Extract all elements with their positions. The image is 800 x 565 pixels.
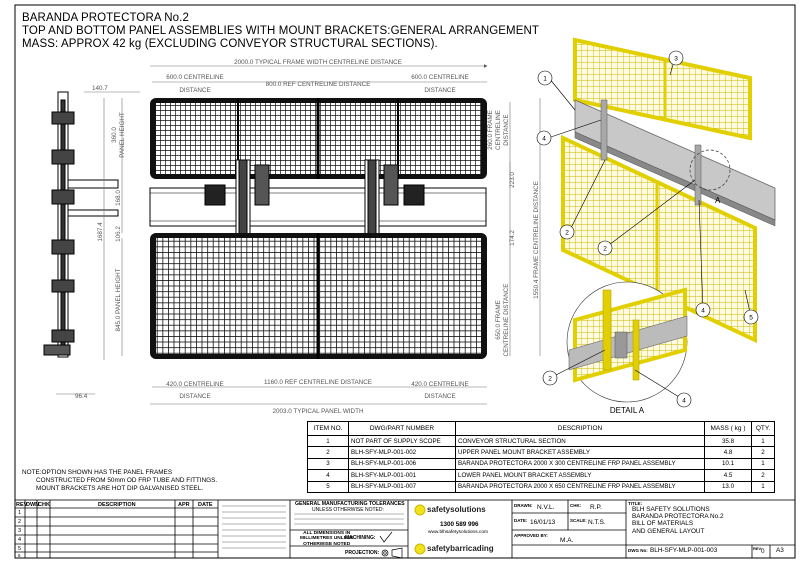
rev-number: 2	[18, 519, 22, 525]
dim-bottom-panel-height: 845.0 PANEL HEIGHT	[115, 268, 122, 332]
approved-label: APPROVED BY:	[514, 533, 548, 538]
machining-label: MACHINING:	[345, 535, 376, 541]
detail-label: DETAIL A	[609, 406, 645, 415]
chk-label: CHK:	[570, 503, 582, 508]
bom-cell: 2	[752, 447, 775, 458]
dim-panel-width: 2003.0 TYPICAL PANEL WIDTH	[272, 408, 364, 415]
dim-frame-width: 2000.0 TYPICAL FRAME WIDTH CENTRELINE DISTANCE	[234, 59, 402, 66]
dim-223: 223.0	[509, 172, 516, 188]
bom-cell: 2	[752, 470, 775, 481]
dim-260-1: 260.0 FRAME	[487, 110, 494, 150]
dim-1550: 1550.4 FRAME CENTRELINE DISTANCE	[533, 181, 540, 299]
balloon-2b-text: 2	[603, 245, 607, 253]
company-web: www.blhsafetysolutions.com	[428, 530, 488, 535]
dim-260-3: DISTANCE	[503, 114, 510, 146]
rev-header-rev: REV	[16, 502, 28, 508]
scale-label: SCALE:	[570, 518, 587, 523]
dim-106: 106.2	[115, 226, 122, 242]
note-line-2: CONSTRUCTED FROM 50mm OD FRP TUBE AND FITTINGS.	[36, 477, 218, 485]
rev-number: 6	[18, 553, 21, 558]
bom-header-description: DESCRIPTION	[456, 422, 705, 436]
company-phone: 1300 589 996	[440, 521, 479, 528]
dim-top-right-2: DISTANCE	[424, 87, 456, 94]
note-line-3: MOUNT BRACKETS ARE HOT DIP GALVANISED STEEL.	[36, 485, 204, 493]
tolerance-title: GENERAL MANUFACTURING TOLERANCES	[295, 501, 405, 507]
dim-bot-right-2: DISTANCE	[424, 393, 456, 400]
title-line-3: MASS: APPROX 42 kg (EXCLUDING CONVEYOR STRUCTURAL SECTIONS).	[22, 38, 438, 50]
balloon-4c-text: 4	[682, 397, 686, 405]
projection-symbol-icon	[382, 548, 402, 558]
brand-bottom: safetybarricading	[427, 544, 494, 553]
rev-number: 1	[18, 510, 22, 516]
brand-top: safetysolutions	[427, 505, 486, 514]
balloon-1-text: 1	[543, 75, 547, 83]
dimensions-note-line: OTHERWISE NOTED	[303, 541, 351, 547]
rev-number: 3	[18, 528, 22, 534]
dim-top-mid: 800.0 REF CENTRELINE DISTANCE	[265, 81, 371, 88]
title-block-line: BILL OF MATERIALS	[632, 520, 694, 528]
bom-cell: 5	[308, 481, 349, 492]
bom-cell: BLH-SFY-MLP-001-006	[349, 458, 456, 469]
detail-letter: A	[715, 196, 721, 205]
bom-cell: 35.8	[705, 436, 752, 447]
dwg-label: DWG No:	[628, 548, 648, 553]
dim-bot-right-1: 420.0 CENTRELINE	[411, 381, 469, 388]
bom-cell: BLH-SFY-MLP-001-002	[349, 447, 456, 458]
balloon-5-text: 5	[749, 314, 753, 322]
rev-number: 5	[18, 546, 22, 552]
note-line-1: NOTE:OPTION SHOWN HAS THE PANEL FRAMES	[22, 469, 173, 476]
bom-cell: BLH-SFY-MLP-001-001	[349, 470, 456, 481]
dim-bot-left-2: DISTANCE	[179, 393, 211, 400]
bom-cell: 2	[308, 447, 349, 458]
bom-header-part: DWG/PART NUMBER	[349, 422, 456, 436]
tolerance-subtitle: UNLESS OTHERWISE NOTED:	[312, 507, 384, 513]
machining-symbol-icon	[380, 532, 392, 542]
rev-header-date: DATE	[198, 502, 213, 508]
title-line-1: BARANDA PROTECTORA No.2	[22, 12, 189, 24]
drawn-label: DRAWN:	[514, 503, 533, 508]
bom-cell: LOWER PANEL MOUNT BRACKET ASSEMBLY	[456, 470, 705, 481]
rev-header-apr: APR	[178, 502, 190, 508]
title-block-title	[632, 506, 724, 535]
dim-bot-mid: 1160.0 REF CENTRELINE DISTANCE	[264, 379, 372, 386]
dim-650-2: CENTRELINE DISTANCE	[503, 283, 510, 357]
chk-value: R.P.	[590, 504, 602, 511]
dim-174: 174.2	[509, 230, 516, 246]
bom-header-item: ITEM NO.	[308, 422, 349, 436]
title-block-line: AND GENERAL LAYOUT	[632, 527, 705, 535]
rev-label: REV:	[753, 546, 763, 551]
dim-top-panel-height-2: PANEL HEIGHT	[119, 112, 126, 158]
logo-top-icon	[415, 505, 425, 515]
bom-cell: 3	[308, 458, 349, 469]
dwg-number: BLH-SFY-MLP-001-003	[650, 547, 718, 554]
balloon-4b-text: 4	[701, 307, 705, 315]
dim-side-width: 140.7	[92, 85, 108, 92]
bom-cell: 1	[752, 481, 775, 492]
balloon-3-text: 3	[674, 55, 678, 63]
logo-bottom-icon	[415, 544, 425, 554]
date-value: 16/01/13	[530, 519, 556, 526]
rev-header-dwn: DWN	[26, 502, 40, 508]
dim-side-bottom: 96.4	[75, 393, 88, 400]
dim-bot-left-1: 420.0 CENTRELINE	[166, 381, 224, 388]
dimensions-note-line: MILLIMETRES UNLESS	[300, 536, 354, 542]
bom-header-qty: QTY.	[752, 422, 775, 436]
bom-cell: 1	[752, 458, 775, 469]
date-label: DATE:	[514, 518, 528, 523]
bom-cell: CONVEYOR STRUCTURAL SECTION	[456, 436, 705, 447]
title-block-line: BLH SAFETY SOLUTIONS	[632, 506, 710, 513]
dim-260-2: CENTRELINE	[495, 110, 502, 150]
bom-cell: BLH-SFY-MLP-001-007	[349, 481, 456, 492]
dimensions-note-line: ALL DIMENSIONS IN	[303, 531, 351, 536]
approved-value: M.A.	[560, 537, 574, 544]
title-label: TITLE:	[628, 501, 642, 506]
dim-168: 168.0	[115, 190, 122, 206]
bom-cell: 13.0	[705, 481, 752, 492]
dim-top-right-1: 600.0 CENTRELINE	[411, 74, 469, 81]
sheet-size: A3	[776, 547, 784, 554]
balloon-2c-text: 2	[548, 375, 552, 383]
dim-top-left-2: DISTANCE	[179, 87, 211, 94]
dim-top-panel-height-1: 360.0	[111, 127, 118, 143]
title-line-2: TOP AND BOTTOM PANEL ASSEMBLIES WITH MOUNT BRACKETS:GENERAL ARRANGEMENT	[22, 25, 540, 37]
bom-cell: NOT PART OF SUPPLY SCOPE	[349, 436, 456, 447]
drawn-value: N.V.L.	[537, 504, 555, 511]
dim-650-1: 650.0 FRAME	[495, 300, 502, 340]
projection-label: PROJECTION:	[345, 550, 380, 556]
dim-top-left-1: 600.0 CENTRELINE	[166, 74, 224, 81]
rev-number: 4	[18, 537, 22, 543]
rev-value: 0	[761, 548, 765, 555]
rev-header-description: DESCRIPTION	[98, 502, 136, 508]
bom-cell: 10.1	[705, 458, 752, 469]
balloon-2a-text: 2	[565, 229, 569, 237]
bom-cell: 4	[308, 470, 349, 481]
rev-header-chk: CHK	[38, 502, 50, 508]
dim-1687: 1687.4	[97, 222, 104, 242]
bom-cell: 1	[308, 436, 349, 447]
bom-cell: 4.5	[705, 470, 752, 481]
bom-cell: BARANDA PROTECTORA 2000 X 650 CENTRELINE FRP PANEL ASSEMBLY	[456, 481, 705, 492]
bom-header-mass: MASS ( kg )	[705, 422, 752, 436]
bom-cell: UPPER PANEL MOUNT BRACKET ASSEMBLY	[456, 447, 705, 458]
scale-value: N.T.S.	[588, 519, 606, 526]
balloon-4a-text: 4	[542, 135, 546, 143]
bom-cell: 1	[752, 436, 775, 447]
bom-cell: BARANDA PROTECTORA 2000 X 300 CENTRELINE FRP PANEL ASSEMBLY	[456, 458, 705, 469]
bom-cell: 4.8	[705, 447, 752, 458]
title-block-line: BARANDA PROTECTORA No.2	[632, 513, 724, 521]
